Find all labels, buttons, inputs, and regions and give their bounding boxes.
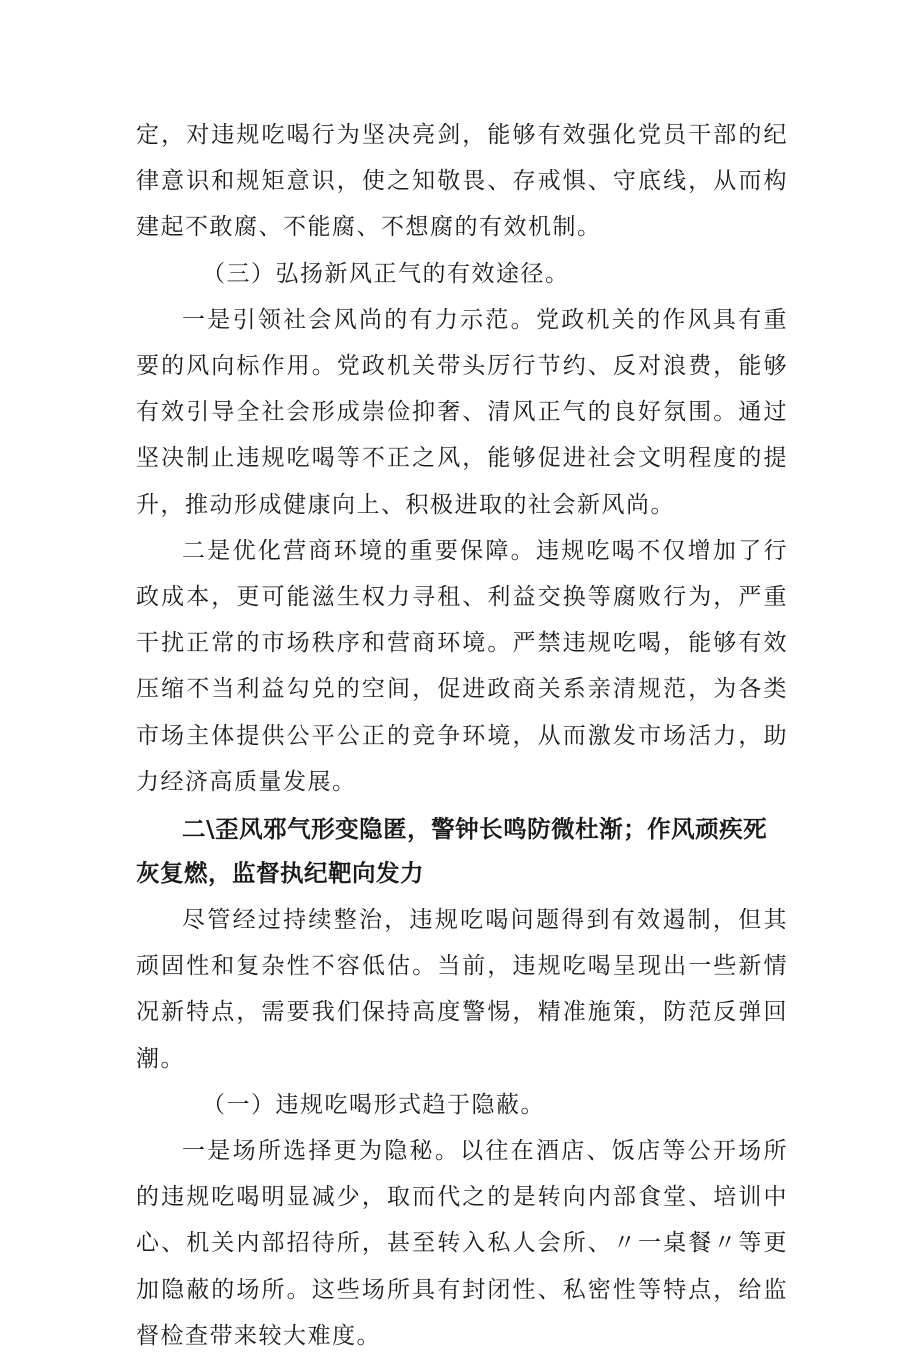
- subsection-heading-3: （三）弘扬新风正气的有效途径。: [202, 260, 570, 287]
- section-heading-2: 二\歪风邪气形变隐匿，警钟长鸣防微杜渐；作风顽疾死灰复燃，监督执纪靶向发力: [136, 815, 768, 888]
- subsection-heading-1: （一）违规吃喝形式趋于隐蔽。: [202, 1091, 545, 1118]
- paragraph-section-intro: 尽管经过持续整治，违规吃喝问题得到有效遏制，但其顽固性和复杂性不容低估。当前，违规吃喝呈现出一些新情况新特点，需要我们保持高度警惕，精准施策，防范反弹回潮。: [136, 907, 788, 1072]
- paragraph-business-environment: 二是优化营商环境的重要保障。违规吃喝不仅增加了行政成本，更可能滋生权力寻租、利益交换等腐败行为，严重干扰正常的市场秩序和营商环境。严禁违规吃喝，能够有效压缩不当利益勾兑的空间，促进政商关系亲清规范，为各类市场主体提供公平公正的竞争环境，从而激发市场活力，助力经济高质量发展。: [136, 537, 788, 795]
- document-body: [136, 112, 788, 1359]
- paragraph-hidden-venues: 一是场所选择更为隐秘。以往在酒店、饭店等公开场所的违规吃喝明显减少，取而代之的是转向内部食堂、培训中心、机关内部招待所，甚至转入私人会所、〃一桌餐〃等更加隐蔽的场所。这些场所具有封闭性、私密性等特点，给监督检查带来较大难度。: [136, 1138, 788, 1349]
- paragraph-continuation: 定，对违规吃喝行为坚决亮剑，能够有效强化党员干部的纪律意识和规矩意识，使之知敬畏、存戒惧、守底线，从而构建起不敢腐、不能腐、不想腐的有效机制。: [136, 122, 788, 241]
- paragraph-social-customs: 一是引领社会风尚的有力示范。党政机关的作风具有重要的风向标作用。党政机关带头厉行节约、反对浪费，能够有效引导全社会形成崇俭抑奢、清风正气的良好氛围。通过坚决制止违规吃喝等不正之风，能够促进社会文明程度的提升，推动形成健康向上、积极进取的社会新风尚。: [136, 306, 788, 518]
